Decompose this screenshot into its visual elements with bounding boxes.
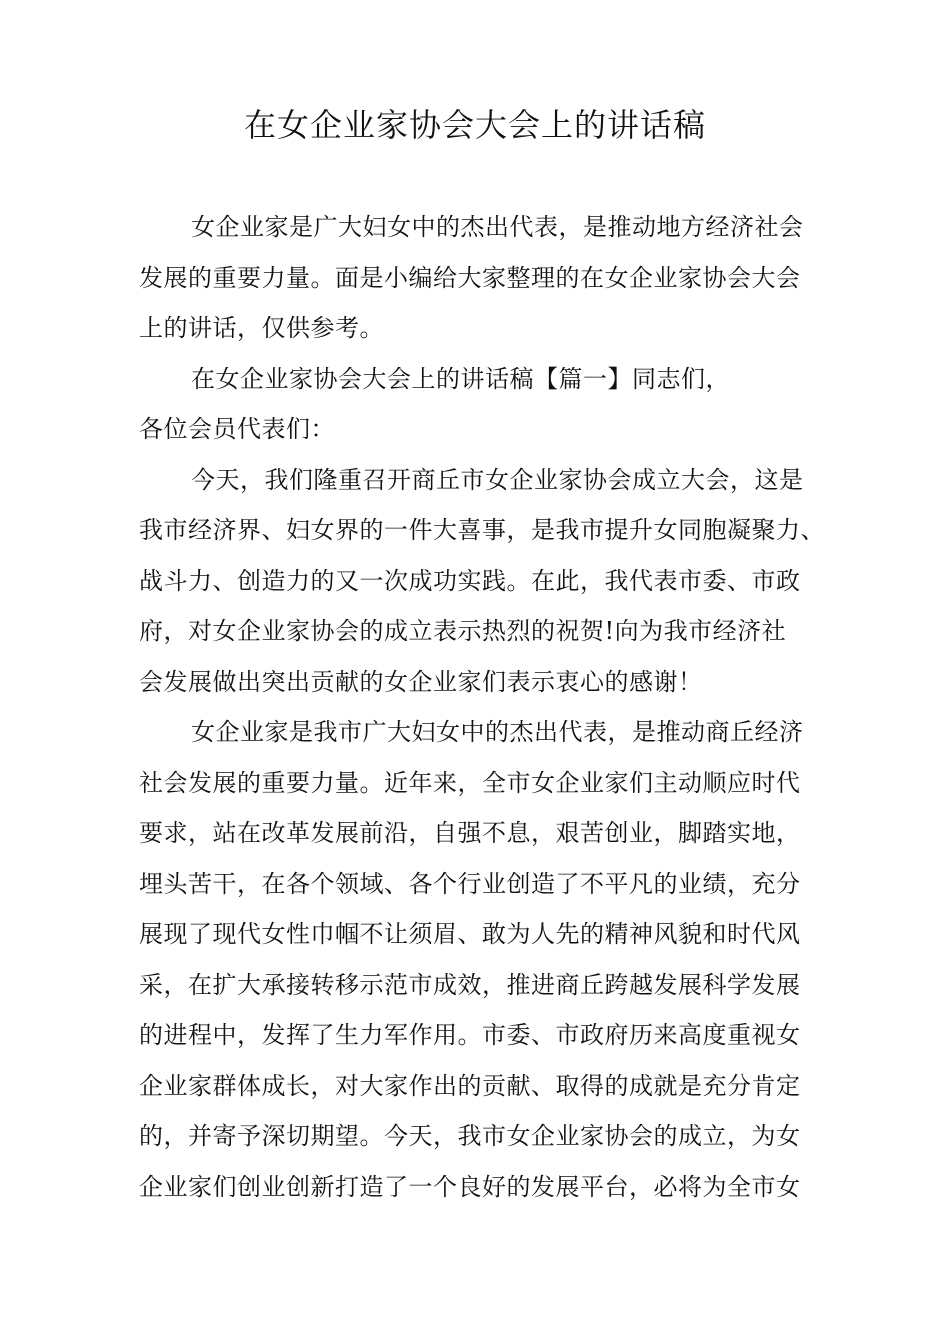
body-text-line: 企业家们创业创新打造了一个良好的发展平台，必将为全市女	[139, 1172, 801, 1201]
body-text-line: 发展的重要力量。面是小编给大家整理的在女企业家协会大会	[139, 263, 801, 292]
body-text-line: 在女企业家协会大会上的讲话稿【篇一】同志们，	[191, 364, 730, 393]
body-text-line: 今天，我们隆重召开商丘市女企业家协会成立大会，这是	[191, 465, 804, 494]
body-text-line: 的进程中，发挥了生力军作用。市委、市政府历来高度重视女	[139, 1021, 801, 1049]
body-text-line: 企业家群体成长，对大家作出的贡献、取得的成就是充分肯定	[139, 1071, 801, 1100]
body-text-line: 要求，站在改革发展前沿，自强不息，艰苦创业，脚踏实地，	[139, 819, 801, 847]
document-body	[139, 202, 839, 1212]
body-text-line: 的，并寄予深切期望。今天，我市女企业家协会的成立，为女	[139, 1122, 801, 1150]
body-text-line: 各位会员代表们：	[139, 415, 335, 443]
body-text-line: 女企业家是广大妇女中的杰出代表，是推动地方经济社会	[191, 213, 804, 241]
body-text-line: 展现了现代女性巾帼不让须眉、敢为人先的精神风貌和时代风	[139, 920, 801, 948]
body-text-line: 战斗力、创造力的又一次成功实践。在此，我代表市委、市政	[139, 566, 801, 595]
body-text-line: 埋头苦干，在各个领域、各个行业创造了不平凡的业绩，充分	[139, 869, 801, 898]
body-text-line: 女企业家是我市广大妇女中的杰出代表，是推动商丘经济	[191, 718, 804, 746]
body-text-line: 会发展做出突出贡献的女企业家们表示衷心的感谢！	[139, 667, 703, 696]
body-text-line: 采，在扩大承接转移示范市成效，推进商丘跨越发展科学发展	[139, 970, 801, 999]
body-text-line: 社会发展的重要力量。近年来，全市女企业家们主动顺应时代	[139, 768, 801, 797]
document-title: 在女企业家协会大会上的讲话稿	[243, 106, 706, 144]
body-text-line: 上的讲话，仅供参考。	[139, 314, 384, 342]
body-text-line: 府，对女企业家协会的成立表示热烈的祝贺!向为我市经济社	[139, 617, 787, 645]
body-text-line: 我市经济界、妇女界的一件大喜事，是我市提升女同胞凝聚力、	[139, 516, 825, 544]
